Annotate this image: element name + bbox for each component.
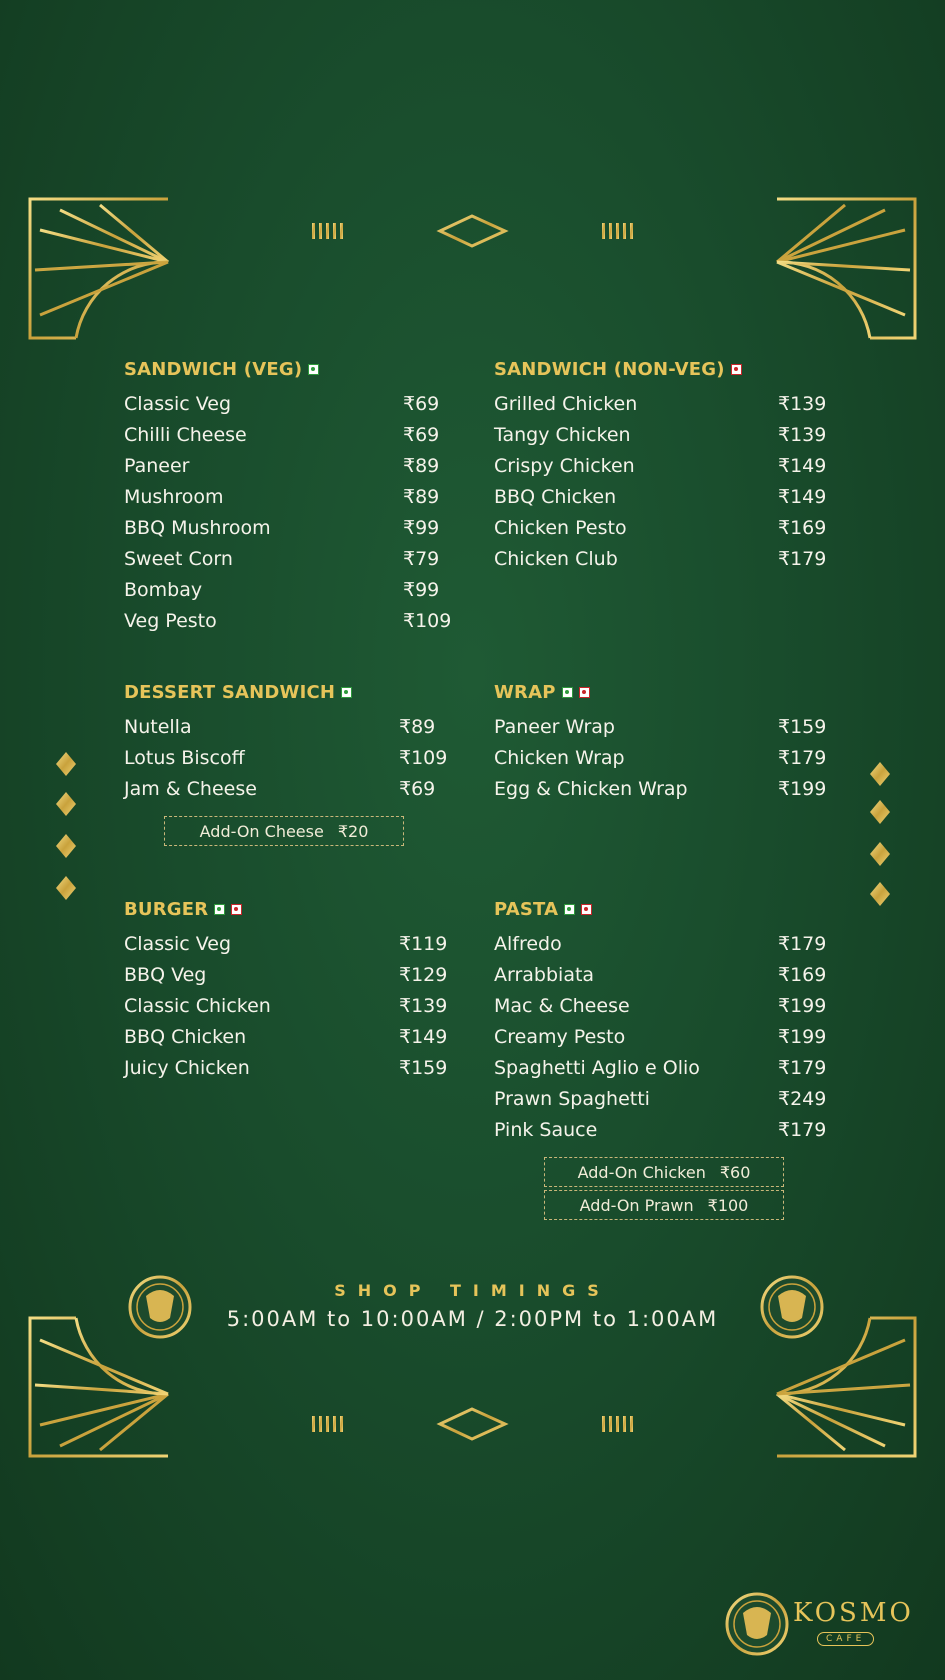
menu-item [494, 774, 834, 805]
menu-item-name: Mac & Cheese [494, 995, 630, 1017]
section-title [494, 680, 834, 704]
addon-box [164, 816, 404, 846]
brand-sub: CAFE [817, 1632, 874, 1646]
nonveg-indicator-icon [231, 904, 242, 915]
menu-item-price: ₹149 [778, 455, 827, 477]
menu-item-price: ₹69 [403, 424, 440, 446]
menu-item [494, 960, 834, 991]
menu-item-price: ₹89 [399, 716, 436, 738]
addon-box [544, 1190, 784, 1220]
menu-item-name: BBQ Chicken [494, 486, 617, 508]
menu-item [124, 606, 464, 637]
section-title-text: DESSERT SANDWICH [124, 681, 336, 703]
section-title [124, 357, 464, 381]
menu-item-price: ₹159 [778, 716, 827, 738]
menu-item-price: ₹159 [399, 1057, 448, 1079]
section-sandwich-nonveg [494, 357, 834, 575]
menu-item-price: ₹179 [778, 933, 827, 955]
menu-item-price: ₹129 [399, 964, 448, 986]
menu-item-name: Nutella [124, 716, 192, 738]
brand-name: KOSMO [793, 1598, 914, 1628]
menu-item-price: ₹109 [403, 610, 452, 632]
menu-item [124, 991, 464, 1022]
menu-item-name: Chicken Pesto [494, 517, 627, 539]
menu-item [494, 712, 834, 743]
addon-box [544, 1157, 784, 1187]
menu-item [494, 1022, 834, 1053]
menu-item-name: Classic Veg [124, 933, 232, 955]
menu-item-name: Egg & Chicken Wrap [494, 778, 688, 800]
menu-item-name: Jam & Cheese [124, 778, 257, 800]
menu-item-name: BBQ Chicken [124, 1026, 247, 1048]
section-dessert-sandwich [124, 680, 464, 805]
menu-item-name: BBQ Mushroom [124, 517, 271, 539]
section-title-text: SANDWICH (NON-VEG) [494, 358, 725, 380]
section-title-text: BURGER [124, 898, 209, 920]
menu-item-price: ₹169 [778, 964, 827, 986]
menu-item-name: Lotus Biscoff [124, 747, 245, 769]
section-title-text: WRAP [494, 681, 556, 703]
section-title-text: PASTA [494, 898, 559, 920]
menu-item [494, 482, 834, 513]
addon-label: Add-On Chicken [577, 1163, 706, 1182]
menu-item [124, 712, 464, 743]
menu-item [124, 513, 464, 544]
menu-item [494, 1115, 834, 1146]
menu-item-name: Grilled Chicken [494, 393, 638, 415]
menu-item [124, 960, 464, 991]
section-title [124, 680, 464, 704]
menu-item-price: ₹139 [778, 424, 827, 446]
menu-item-price: ₹139 [399, 995, 448, 1017]
menu-item [124, 575, 464, 606]
menu-item-name: Prawn Spaghetti [494, 1088, 650, 1110]
menu-item [124, 451, 464, 482]
section-sandwich-veg [124, 357, 464, 637]
menu-item-price: ₹249 [778, 1088, 827, 1110]
menu-item [494, 991, 834, 1022]
menu-item [494, 544, 834, 575]
nonveg-indicator-icon [581, 904, 592, 915]
menu-item [124, 1022, 464, 1053]
veg-indicator-icon [214, 904, 225, 915]
addon-price: ₹20 [337, 822, 369, 841]
menu-item-name: Chicken Wrap [494, 747, 625, 769]
menu-item [124, 929, 464, 960]
menu-item-name: Paneer [124, 455, 190, 477]
menu-item-name: Veg Pesto [124, 610, 217, 632]
menu-item [494, 513, 834, 544]
menu-item-name: Crispy Chicken [494, 455, 635, 477]
menu-item-name: Chilli Cheese [124, 424, 247, 446]
menu-item-price: ₹169 [778, 517, 827, 539]
menu-item-price: ₹89 [403, 455, 440, 477]
menu-item [494, 1084, 834, 1115]
menu-item [124, 1053, 464, 1084]
menu-item-price: ₹179 [778, 548, 827, 570]
menu-item [494, 743, 834, 774]
menu-item [124, 420, 464, 451]
veg-indicator-icon [308, 364, 319, 375]
menu-item-price: ₹89 [403, 486, 440, 508]
menu-item-price: ₹179 [778, 1119, 827, 1141]
menu-item-name: BBQ Veg [124, 964, 207, 986]
addon-label: Add-On Cheese [199, 822, 324, 841]
menu-item-price: ₹79 [403, 548, 440, 570]
addon-price: ₹100 [707, 1196, 749, 1215]
menu-item-name: Arrabbiata [494, 964, 595, 986]
menu-item-price: ₹179 [778, 1057, 827, 1079]
menu-item-price: ₹199 [778, 1026, 827, 1048]
menu-item-name: Chicken Club [494, 548, 618, 570]
menu-item-price: ₹139 [778, 393, 827, 415]
menu-item [124, 482, 464, 513]
menu-item-price: ₹199 [778, 778, 827, 800]
menu-item [494, 1053, 834, 1084]
menu-item [494, 420, 834, 451]
menu-item-name: Paneer Wrap [494, 716, 615, 738]
menu-item-name: Tangy Chicken [494, 424, 631, 446]
menu-item-name: Pink Sauce [494, 1119, 598, 1141]
menu-item-price: ₹179 [778, 747, 827, 769]
menu-item-name: Sweet Corn [124, 548, 233, 570]
shop-timings-title: SHOP TIMINGS [334, 1281, 611, 1300]
menu-item [124, 389, 464, 420]
menu-item-price: ₹69 [403, 393, 440, 415]
section-burger [124, 897, 464, 1084]
menu-item-name: Alfredo [494, 933, 562, 955]
menu-item-price: ₹99 [403, 517, 440, 539]
menu-item [494, 389, 834, 420]
menu-item-price: ₹149 [778, 486, 827, 508]
menu-item-name: Spaghetti Aglio e Olio [494, 1057, 700, 1079]
menu-item [124, 774, 464, 805]
menu-item-name: Classic Veg [124, 393, 232, 415]
menu-item-price: ₹69 [399, 778, 436, 800]
menu-item [494, 929, 834, 960]
section-title-text: SANDWICH (VEG) [124, 358, 303, 380]
nonveg-indicator-icon [731, 364, 742, 375]
menu-item-price: ₹99 [403, 579, 440, 601]
section-pasta [494, 897, 834, 1146]
section-title [124, 897, 464, 921]
menu-item-name: Juicy Chicken [124, 1057, 250, 1079]
nonveg-indicator-icon [579, 687, 590, 698]
menu-item-price: ₹199 [778, 995, 827, 1017]
veg-indicator-icon [562, 687, 573, 698]
menu-item-price: ₹149 [399, 1026, 448, 1048]
menu-item-name: Classic Chicken [124, 995, 271, 1017]
menu-item-name: Bombay [124, 579, 203, 601]
section-title [494, 897, 834, 921]
menu-item [124, 743, 464, 774]
veg-indicator-icon [564, 904, 575, 915]
menu-item-price: ₹119 [399, 933, 448, 955]
shop-timings-hours: 5:00AM to 10:00AM / 2:00PM to 1:00AM [226, 1307, 719, 1331]
menu-item [494, 451, 834, 482]
menu-item-name: Mushroom [124, 486, 224, 508]
menu-item-price: ₹109 [399, 747, 448, 769]
menu-item [124, 544, 464, 575]
addon-price: ₹60 [719, 1163, 751, 1182]
section-wrap [494, 680, 834, 805]
menu-item-name: Creamy Pesto [494, 1026, 626, 1048]
section-title [494, 357, 834, 381]
addon-label: Add-On Prawn [579, 1196, 694, 1215]
veg-indicator-icon [341, 687, 352, 698]
